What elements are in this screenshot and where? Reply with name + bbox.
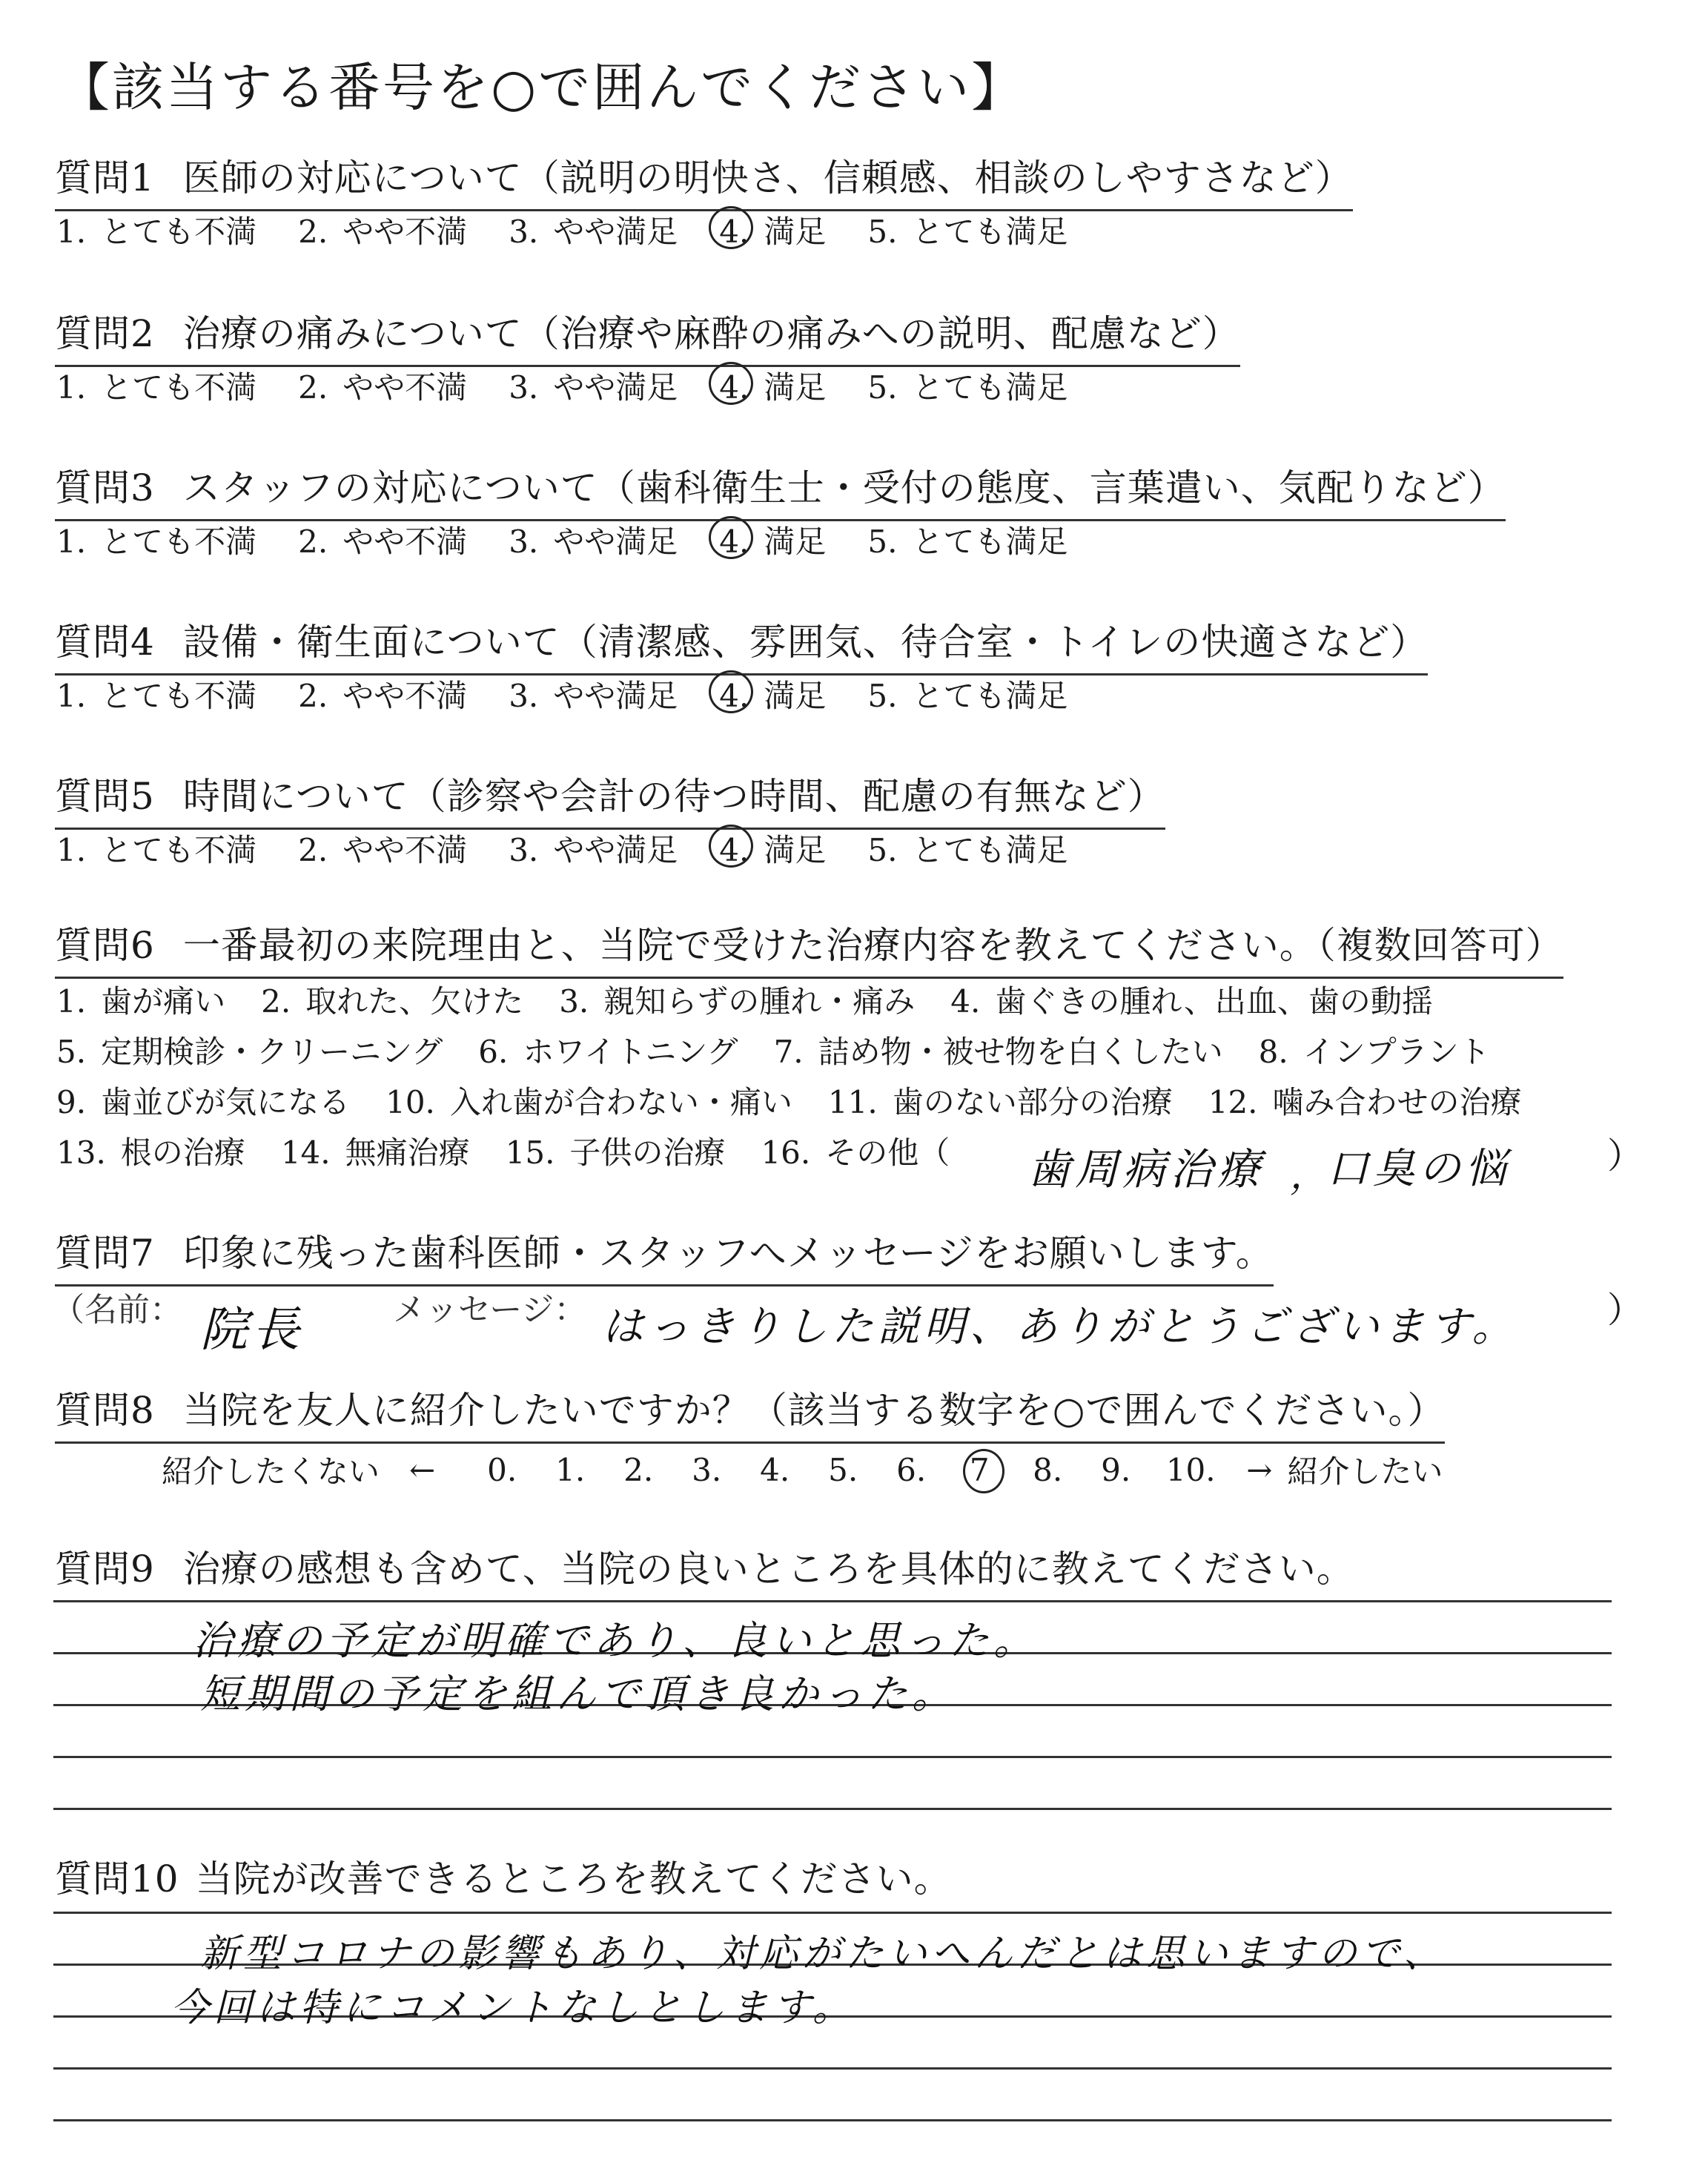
option-number: 2. <box>261 983 291 1020</box>
q8-scale-value-7[interactable] <box>945 1452 1013 1488</box>
option-number: 7. <box>773 1034 804 1070</box>
q4-option-5[interactable] <box>867 672 1068 716</box>
q6-option-1[interactable] <box>56 977 225 1022</box>
q4-title <box>55 612 1428 676</box>
q6-option-row-1 <box>56 977 1469 1022</box>
q6-title <box>55 916 1563 979</box>
option-number: 4. <box>719 678 749 714</box>
scale-value-label: 9. <box>1101 1451 1131 1488</box>
q5-option-2[interactable] <box>298 826 467 871</box>
option-number: 3. <box>509 678 539 714</box>
q7-title <box>55 1223 1274 1287</box>
scale-value-label: 0. <box>487 1451 517 1488</box>
option-number: 5. <box>56 1034 87 1070</box>
option-label: 取れた、欠けた <box>305 983 524 1020</box>
q1-options <box>56 208 1109 252</box>
q1-option-4[interactable] <box>719 208 826 252</box>
q2-options <box>56 363 1109 408</box>
option-number: 5. <box>867 524 898 560</box>
scale-value-label: 7 <box>969 1451 990 1488</box>
q3-number: 質問3 <box>55 466 155 509</box>
q3-text: スタッフの対応について（歯科衛生士・受付の態度、言葉遣い、気配りなど） <box>182 466 1506 509</box>
q8-arrow-left: ← <box>409 1451 436 1488</box>
option-number: 4. <box>719 832 749 868</box>
q5-number: 質問5 <box>55 775 155 818</box>
q9-answer-line-1 <box>53 1600 1612 1602</box>
q1-number: 質問1 <box>55 156 155 199</box>
scale-value-label: 2. <box>623 1451 654 1488</box>
q9-title <box>55 1539 1354 1600</box>
q1-option-3[interactable] <box>509 208 678 252</box>
q6-close-paren: ） <box>1607 1135 1644 1177</box>
q8-arrow-right: → <box>1246 1451 1273 1488</box>
q6-option-9[interactable] <box>56 1078 350 1123</box>
q1-title <box>55 148 1353 211</box>
option-label: とても満足 <box>912 678 1068 714</box>
option-number: 13. <box>56 1135 106 1171</box>
option-label: 噛み合わせの治療 <box>1272 1084 1522 1120</box>
option-number: 4. <box>719 214 749 250</box>
q4-option-2[interactable] <box>298 672 467 716</box>
q10-answer-line-1 <box>53 1912 1612 1914</box>
option-number: 3. <box>509 832 539 868</box>
q6-option-11[interactable] <box>828 1078 1173 1123</box>
q9-answer-line-5 <box>53 1808 1612 1810</box>
q10-title <box>55 1849 952 1910</box>
option-label: やや不満 <box>342 678 468 714</box>
q8-scale-value-5[interactable] <box>809 1452 877 1488</box>
option-label: やや不満 <box>342 369 468 406</box>
q8-scale-value-9[interactable] <box>1082 1452 1150 1488</box>
option-label: とても不満 <box>101 832 257 868</box>
option-label: 歯のない部分の治療 <box>892 1084 1173 1120</box>
q1-text: 医師の対応について（説明の明快さ、信頼感、相談のしやすさなど） <box>182 156 1353 199</box>
option-label: とても満足 <box>912 214 1068 250</box>
q8-scale <box>162 1447 1443 1492</box>
q3-title <box>55 458 1506 521</box>
option-number: 2. <box>298 369 328 406</box>
option-label: 無痛治療 <box>345 1135 470 1171</box>
form-header: 【該当する番号を○で囲んでください】 <box>58 57 1026 118</box>
option-label: 定期検診・クリーニング <box>101 1034 443 1070</box>
q2-title <box>55 304 1240 367</box>
option-label: やや不満 <box>342 524 468 560</box>
option-label: 子供の治療 <box>569 1135 726 1171</box>
q10-answer-2: 今回は特にコメントなしとします。 <box>171 1986 855 2030</box>
q7-close-paren: ） <box>1607 1289 1644 1331</box>
option-number: 6. <box>478 1034 509 1070</box>
option-label: とても満足 <box>912 524 1068 560</box>
q8-scale-values <box>468 1452 1231 1488</box>
q3-option-3[interactable] <box>509 518 678 562</box>
scale-value-label: 4. <box>760 1451 790 1488</box>
scale-value-label: 8. <box>1033 1451 1063 1488</box>
q10-answer-line-4 <box>53 2067 1612 2070</box>
q2-option-5[interactable] <box>867 363 1068 408</box>
scale-value-label: 1. <box>555 1451 586 1488</box>
option-label: 満足 <box>764 832 827 868</box>
q2-option-2[interactable] <box>298 363 467 408</box>
q4-options <box>56 672 1109 716</box>
option-label: インプラント <box>1302 1034 1490 1070</box>
q6-option-14[interactable] <box>281 1129 470 1173</box>
q6-option-8[interactable] <box>1259 1028 1490 1072</box>
q8-scale-value-6[interactable] <box>877 1452 945 1488</box>
q5-option-5[interactable] <box>867 826 1068 871</box>
scale-value-label: 10. <box>1165 1451 1216 1488</box>
q8-scale-value-1[interactable] <box>536 1452 604 1488</box>
option-number: 15. <box>505 1135 555 1171</box>
q2-option-4[interactable] <box>719 363 826 408</box>
q9-answer-1: 治療の予定が明確であり、良いと思った。 <box>193 1617 1038 1664</box>
option-number: 2. <box>298 524 328 560</box>
option-number: 8. <box>1258 1034 1288 1070</box>
option-number: 1. <box>56 214 87 250</box>
q5-option-1[interactable] <box>56 826 256 871</box>
option-number: 14. <box>280 1135 331 1171</box>
q7-text: 印象に残った歯科医師・スタッフへメッセージをお願いします。 <box>182 1232 1274 1275</box>
q6-option-16[interactable] <box>761 1129 950 1173</box>
q3-option-2[interactable] <box>298 518 467 562</box>
option-number: 1. <box>56 983 87 1020</box>
q6-number: 質問6 <box>55 924 155 967</box>
q5-options <box>56 826 1109 871</box>
option-label: とても満足 <box>912 369 1068 406</box>
q6-option-7[interactable] <box>774 1028 1223 1072</box>
q6-option-row-4 <box>56 1129 985 1173</box>
option-label: 根の治療 <box>120 1135 245 1171</box>
option-number: 1. <box>56 832 87 868</box>
q9-number: 質問9 <box>55 1548 155 1591</box>
option-number: 2. <box>298 832 328 868</box>
option-number: 9. <box>56 1084 87 1120</box>
q10-answer-line-5 <box>53 2119 1612 2121</box>
q7-message-label: メッセージ： <box>393 1291 587 1329</box>
q8-right-label: 紹介したい <box>1287 1453 1443 1490</box>
option-label: その他（ <box>825 1135 950 1171</box>
q7-name-value: 院長 <box>200 1303 304 1358</box>
q6-text: 一番最初の来院理由と、当院で受けた治療内容を教えてください。（複数回答可） <box>182 924 1563 967</box>
q4-text: 設備・衛生面について（清潔感、雰囲気、待合室・トイレの快適さなど） <box>182 621 1429 664</box>
option-number: 3. <box>509 214 539 250</box>
q2-option-1[interactable] <box>56 363 256 408</box>
option-number: 3. <box>509 524 539 560</box>
option-number: 5. <box>867 214 898 250</box>
scale-value-label: 5. <box>828 1451 858 1488</box>
q8-text: 当院を友人に紹介したいですか？（該当する数字を○で囲んでください。） <box>182 1389 1446 1432</box>
option-label: やや不満 <box>342 832 468 868</box>
option-label: 満足 <box>764 524 827 560</box>
q5-option-3[interactable] <box>509 826 678 871</box>
q5-title <box>55 767 1165 830</box>
q6-other-answer-2: 口臭の悩 <box>1327 1145 1511 1193</box>
option-number: 1. <box>56 369 87 406</box>
q6-option-13[interactable] <box>56 1129 245 1173</box>
option-label: 親知らずの腫れ・痛み <box>603 983 916 1020</box>
q4-option-1[interactable] <box>56 672 256 716</box>
option-label: やや満足 <box>553 678 678 714</box>
option-number: 4. <box>719 524 749 560</box>
option-label: やや不満 <box>342 214 468 250</box>
option-number: 2. <box>298 214 328 250</box>
q2-number: 質問2 <box>55 312 155 355</box>
option-number: 3. <box>559 983 589 1020</box>
q10-number: 質問10 <box>55 1857 179 1900</box>
q3-option-1[interactable] <box>56 518 256 562</box>
q6-other-answer-separator: ， <box>1290 1154 1331 1197</box>
option-label: とても満足 <box>912 832 1068 868</box>
q6-option-row-2 <box>56 1028 1526 1072</box>
q8-scale-value-10[interactable] <box>1150 1452 1231 1488</box>
q6-option-2[interactable] <box>261 977 523 1022</box>
q2-text: 治療の痛みについて（治療や麻酔の痛みへの説明、配慮など） <box>182 312 1240 355</box>
q3-option-5[interactable] <box>867 518 1068 562</box>
q2-option-3[interactable] <box>509 363 678 408</box>
q6-option-5[interactable] <box>56 1028 443 1072</box>
option-label: 歯が痛い <box>101 983 226 1020</box>
option-label: 詰め物・被せ物を白くしたい <box>818 1034 1223 1070</box>
option-label: 歯並びが気になる <box>101 1084 351 1120</box>
option-label: やや満足 <box>553 832 678 868</box>
q10-answer-1: 新型コロナの影響もあり、対応がたいへんだとは思いますので、 <box>200 1932 1446 1976</box>
option-label: やや満足 <box>553 369 678 406</box>
option-number: 1. <box>56 524 87 560</box>
q8-scale-value-3[interactable] <box>672 1452 741 1488</box>
q3-options <box>56 518 1109 562</box>
option-label: とても不満 <box>101 214 257 250</box>
option-label: 満足 <box>764 214 827 250</box>
q8-scale-value-8[interactable] <box>1013 1452 1082 1488</box>
q1-option-1[interactable] <box>56 208 256 252</box>
q6-option-4[interactable] <box>950 977 1433 1022</box>
q1-option-2[interactable] <box>298 208 467 252</box>
option-number: 10. <box>385 1084 435 1120</box>
option-number: 3. <box>509 369 539 406</box>
option-number: 11. <box>827 1084 878 1120</box>
option-label: とても不満 <box>101 524 257 560</box>
option-label: とても不満 <box>101 678 257 714</box>
q8-scale-value-0[interactable] <box>468 1452 536 1488</box>
q5-option-4[interactable] <box>719 826 826 871</box>
q8-scale-value-4[interactable] <box>741 1452 809 1488</box>
q6-other-answer-1: 歯周病治療 <box>1027 1144 1265 1195</box>
option-label: やや満足 <box>553 214 678 250</box>
option-label: 満足 <box>764 678 827 714</box>
q4-option-3[interactable] <box>509 672 678 716</box>
option-number: 1. <box>56 678 87 714</box>
option-label: 入れ歯が合わない・痛い <box>449 1084 792 1120</box>
scale-value-label: 6. <box>896 1451 927 1488</box>
q8-left-label: 紹介したくない <box>162 1453 380 1490</box>
q10-text: 当院が改善できるところを教えてください。 <box>195 1857 952 1900</box>
option-number: 4. <box>719 369 749 406</box>
q9-text: 治療の感想も含めて、当院の良いところを具体的に教えてください。 <box>182 1548 1354 1591</box>
q6-option-10[interactable] <box>385 1078 792 1123</box>
option-label: 歯ぐきの腫れ、出血、歯の動揺 <box>995 983 1433 1020</box>
q7-name-label: （名前： <box>52 1291 182 1329</box>
option-label: やや満足 <box>553 524 678 560</box>
option-number: 5. <box>867 369 898 406</box>
q4-number: 質問4 <box>55 621 155 664</box>
option-number: 5. <box>867 832 898 868</box>
q5-text: 時間について（診察や会計の待つ時間、配慮の有無など） <box>182 775 1165 818</box>
q6-option-row-3 <box>56 1078 1558 1123</box>
option-number: 12. <box>1208 1084 1258 1120</box>
q3-option-4[interactable] <box>719 518 826 562</box>
q6-option-3[interactable] <box>559 977 915 1022</box>
q6-option-6[interactable] <box>478 1028 738 1072</box>
q6-option-15[interactable] <box>506 1129 726 1173</box>
q7-message-value: はっきりした説明、ありがとうございます。 <box>602 1303 1518 1351</box>
q6-option-12[interactable] <box>1208 1078 1522 1123</box>
scale-value-label: 3. <box>692 1451 722 1488</box>
option-label: ホワイトニング <box>523 1034 738 1070</box>
option-label: 満足 <box>764 369 827 406</box>
q4-option-4[interactable] <box>719 672 826 716</box>
option-number: 4. <box>950 983 981 1020</box>
option-number: 2. <box>298 678 328 714</box>
q9-answer-2: 短期間の予定を組んで頂き良かった。 <box>200 1671 956 1717</box>
q8-number: 質問8 <box>55 1389 155 1432</box>
option-number: 16. <box>761 1135 811 1171</box>
q7-number: 質問7 <box>55 1232 155 1275</box>
option-number: 5. <box>867 678 898 714</box>
q9-answer-line-4 <box>53 1756 1612 1758</box>
q8-scale-value-2[interactable] <box>604 1452 672 1488</box>
q8-title <box>55 1381 1445 1444</box>
q1-option-5[interactable] <box>867 208 1068 252</box>
option-label: とても不満 <box>101 369 257 406</box>
